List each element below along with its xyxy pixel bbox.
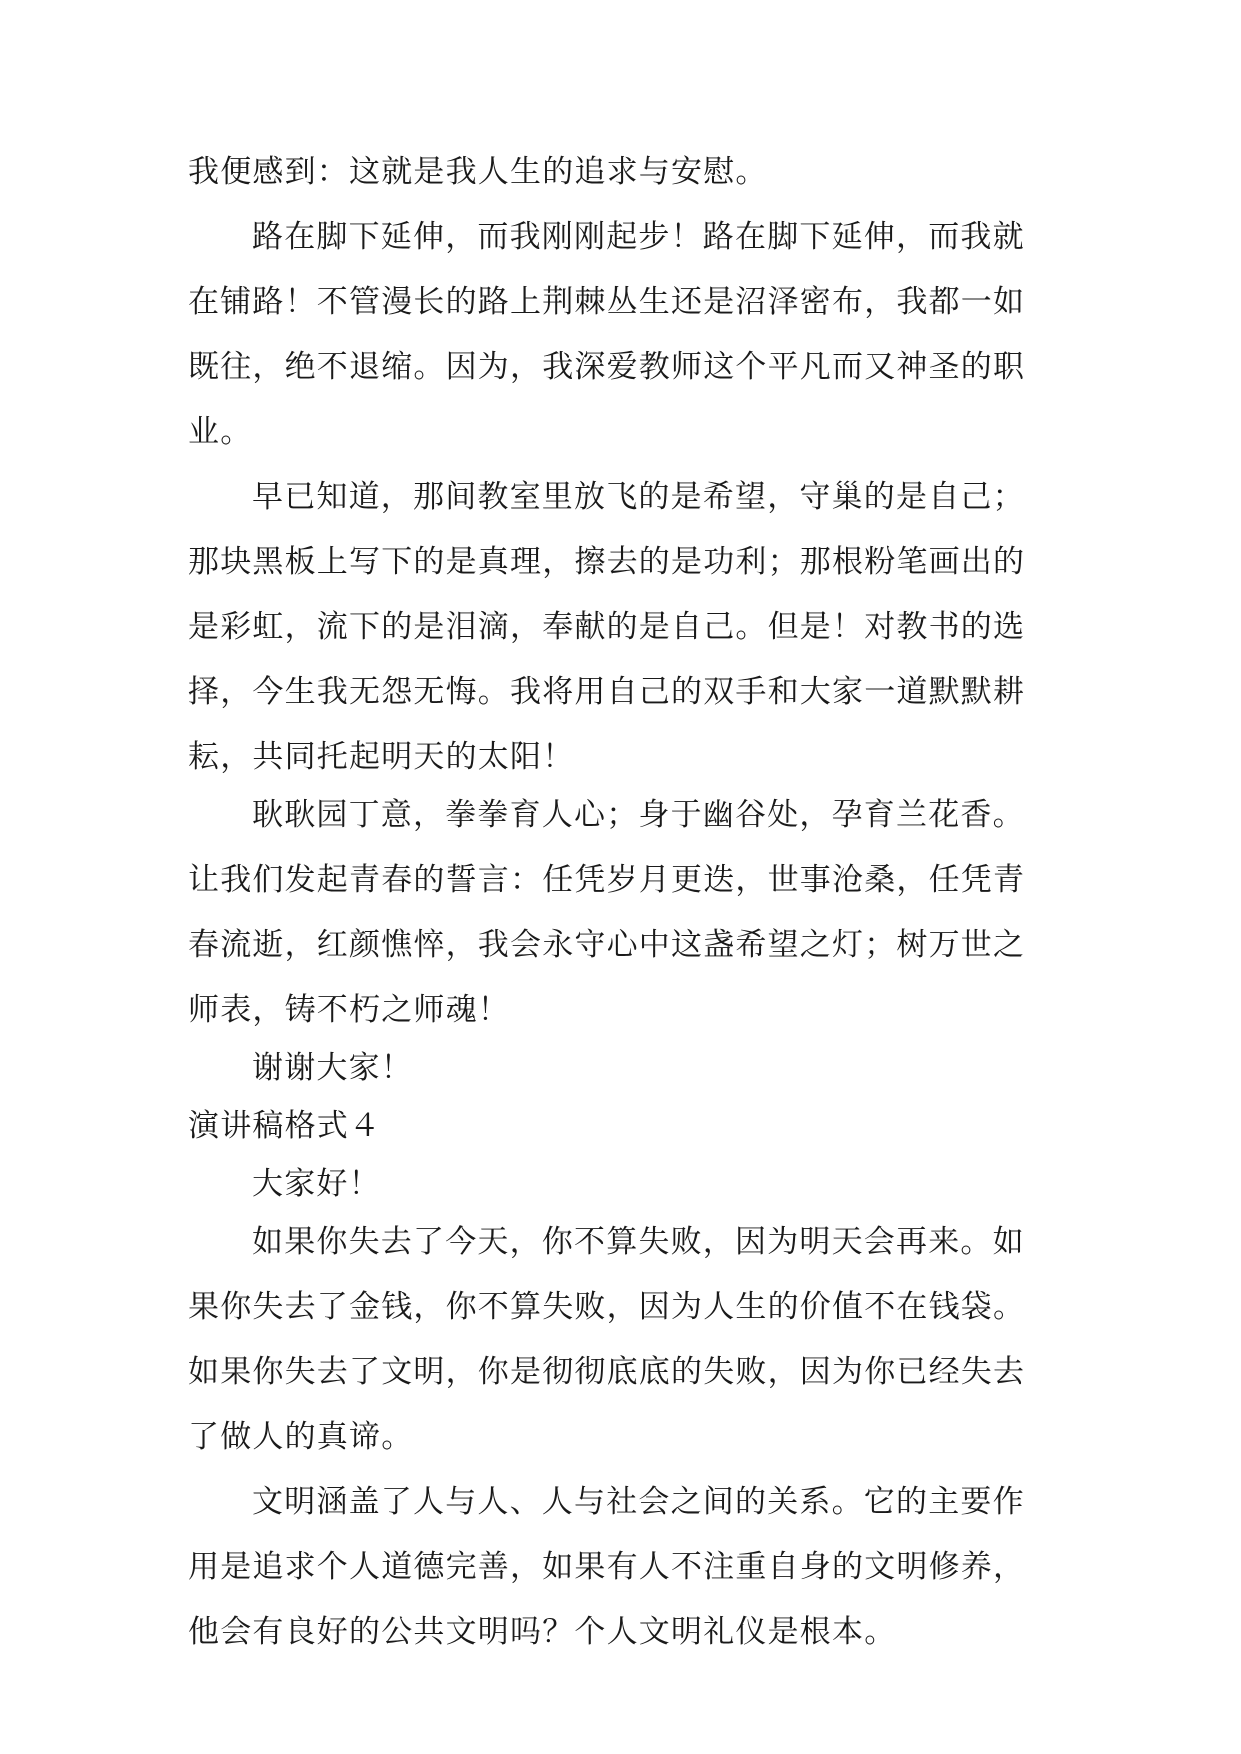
text-line-2: 路在脚下延伸，而我刚刚起步！路在脚下延伸，而我就	[252, 219, 1025, 255]
text-line-18: 如果你失去了今天，你不算失败，因为明天会再来。如	[252, 1224, 1025, 1260]
text-line-4: 既往，绝不退缩。因为，我深爱教师这个平凡而又神圣的职	[188, 349, 1026, 385]
text-line-19: 果你失去了金钱，你不算失败，因为人生的价值不在钱袋。	[188, 1289, 1026, 1325]
text-line-23: 用是追求个人道德完善，如果有人不注重自身的文明修养，	[188, 1549, 1026, 1585]
section-heading: 演讲稿格式４	[188, 1108, 382, 1144]
text-line-15: 谢谢大家！	[252, 1050, 413, 1086]
text-line-1: 我便感到：这就是我人生的追求与安慰。	[188, 154, 768, 190]
text-line-5: 业。	[188, 414, 253, 450]
text-line-24: 他会有良好的公共文明吗？个人文明礼仪是根本。	[188, 1614, 897, 1650]
text-line-17: 大家好！	[252, 1166, 381, 1202]
text-line-8: 是彩虹，流下的是泪滴，奉献的是自己。但是！对教书的选	[188, 609, 1026, 645]
text-line-3: 在铺路！不管漫长的路上荆棘丛生还是沼泽密布，我都一如	[188, 284, 1026, 320]
text-line-9: 择，今生我无怨无悔。我将用自己的双手和大家一道默默耕	[188, 674, 1026, 710]
text-line-6: 早已知道，那间教室里放飞的是希望，守巢的是自己；	[252, 479, 1025, 515]
text-line-20: 如果你失去了文明，你是彻彻底底的失败，因为你已经失去	[188, 1354, 1026, 1390]
text-line-12: 让我们发起青春的誓言：任凭岁月更迭，世事沧桑，任凭青	[188, 862, 1026, 898]
text-line-10: 耘，共同托起明天的太阳！	[188, 739, 575, 775]
text-line-14: 师表，铸不朽之师魂！	[188, 992, 510, 1028]
text-line-11: 耿耿园丁意，拳拳育人心；身于幽谷处，孕育兰花香。	[252, 797, 1025, 833]
text-line-13: 春流逝，红颜憔悴，我会永守心中这盏希望之灯；树万世之	[188, 927, 1026, 963]
text-line-7: 那块黑板上写下的是真理，擦去的是功利；那根粉笔画出的	[188, 544, 1026, 580]
text-line-22: 文明涵盖了人与人、人与社会之间的关系。它的主要作	[252, 1484, 1025, 1520]
document-body	[188, 155, 1050, 1649]
text-line-21: 了做人的真谛。	[188, 1419, 414, 1455]
